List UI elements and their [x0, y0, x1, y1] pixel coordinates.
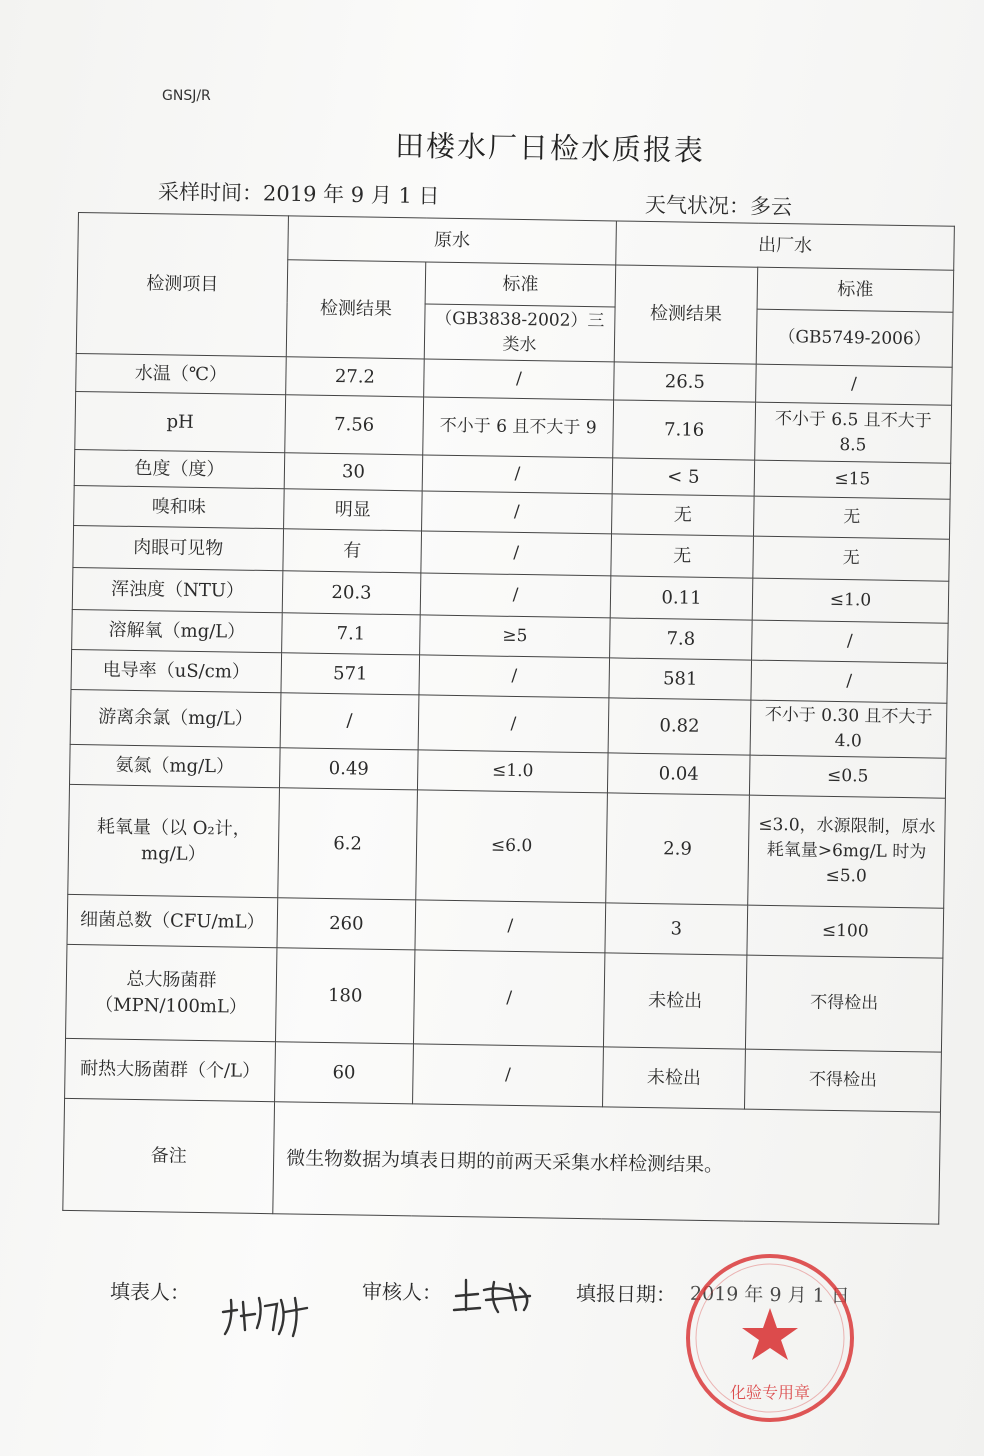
- row-raw-result: 27.2: [286, 357, 425, 397]
- row-plant-standard: /: [756, 364, 953, 405]
- row-raw-standard: /: [415, 900, 606, 953]
- row-item: 电导率（uS/cm）: [71, 649, 282, 692]
- row-item: 耗氧量（以 O₂计，mg/L）: [68, 784, 280, 897]
- row-item: pH: [75, 391, 286, 452]
- document-code: GNSJ/R: [162, 88, 211, 104]
- row-plant-result: 2.9: [606, 793, 750, 905]
- row-raw-standard: ≤1.0: [417, 750, 608, 793]
- row-raw-result: 0.49: [279, 748, 418, 790]
- row-item: 嗅和味: [74, 485, 285, 528]
- row-raw-result: 30: [284, 453, 423, 491]
- row-plant-result: 7.8: [610, 618, 753, 660]
- row-item: 总大肠菌群（MPN/100mL）: [66, 944, 277, 1041]
- row-item: 溶解氧（mg/L）: [72, 609, 283, 652]
- sample-time: 采样时间：2019 年 9 月 1 日: [157, 179, 440, 209]
- report-date-value: 2019 年 9 月 1 日: [689, 1282, 850, 1308]
- row-plant-result: 7.16: [613, 400, 756, 460]
- row-plant-standard: ≤1.0: [752, 578, 949, 623]
- row-raw-result: 20.3: [282, 571, 421, 615]
- remark-label: 备注: [63, 1098, 275, 1213]
- row-plant-standard: ≤15: [754, 460, 951, 499]
- header-plant-standard: 标准: [757, 267, 954, 312]
- row-raw-standard: ≤6.0: [416, 790, 608, 903]
- reviewer-signature: [450, 1270, 540, 1318]
- remark-row: [63, 1098, 941, 1224]
- row-item: 色度（度）: [74, 449, 285, 488]
- row-plant-standard: ≤0.5: [749, 755, 946, 798]
- row-plant-result: 无: [611, 534, 754, 578]
- row-raw-result: 7.56: [285, 395, 424, 455]
- row-raw-standard: /: [419, 655, 610, 698]
- row-plant-result: < 5: [612, 458, 755, 496]
- row-plant-standard: 不小于 0.30 且不大于 4.0: [750, 700, 947, 758]
- row-item: 浑浊度（NTU）: [72, 567, 283, 612]
- row-raw-standard: /: [413, 1044, 604, 1107]
- row-raw-standard: /: [421, 531, 612, 576]
- report-date-label: 填报日期：: [575, 1281, 677, 1307]
- row-raw-result: 6.2: [278, 788, 418, 900]
- row-plant-result: 无: [612, 494, 755, 536]
- row-raw-standard: /: [422, 491, 613, 534]
- row-raw-result: /: [280, 693, 419, 750]
- row-raw-result: 571: [281, 653, 420, 695]
- row-plant-standard: 不得检出: [745, 955, 942, 1052]
- row-plant-standard: /: [751, 660, 948, 703]
- row-item: 水温（℃）: [76, 353, 287, 394]
- row-raw-result: 明显: [284, 489, 423, 531]
- row-plant-standard: 不得检出: [744, 1049, 941, 1112]
- row-item: 耐热大肠菌群（个/L）: [65, 1038, 276, 1101]
- row-plant-result: 581: [609, 658, 752, 700]
- water-quality-table: [62, 212, 955, 1225]
- weather-status: 天气状况：多云: [644, 192, 793, 220]
- row-raw-standard: /: [420, 573, 611, 618]
- reviewer-label: 审核人：: [361, 1279, 443, 1305]
- row-plant-standard: ≤100: [747, 905, 944, 958]
- row-raw-standard: 不小于 6 且不大于 9: [423, 397, 614, 458]
- header-raw-standard-ref: （GB3838-2002）三类水: [424, 304, 615, 362]
- row-raw-result: 7.1: [282, 613, 421, 655]
- row-item: 细菌总数（CFU/mL）: [67, 894, 278, 947]
- row-raw-result: 180: [275, 948, 414, 1044]
- row-plant-standard: ≤3.0，水源限制，原水耗氧量>6mg/L 时为≤5.0: [748, 795, 946, 908]
- header-raw-result: 检测结果: [286, 260, 426, 359]
- row-plant-standard: 无: [753, 496, 950, 539]
- remark-text: 微生物数据为填表日期的前两天采集水样检测结果。: [273, 1102, 941, 1224]
- row-raw-standard: ≥5: [420, 615, 611, 658]
- header-plant-water: 出厂水: [616, 221, 955, 270]
- row-plant-result: 26.5: [614, 362, 757, 402]
- row-plant-standard: 不小于 6.5 且不大于 8.5: [755, 402, 952, 463]
- row-raw-standard: /: [413, 950, 604, 1047]
- seal-label: 化验专用章: [729, 1383, 811, 1402]
- table-row: [66, 944, 943, 1052]
- header-plant-standard-ref: （GB5749-2006）: [756, 309, 953, 367]
- row-raw-result: 有: [283, 529, 422, 573]
- row-raw-result: 260: [277, 898, 416, 950]
- quality-table-wrap: [62, 212, 954, 1225]
- header-raw-water: 原水: [288, 216, 617, 265]
- page-title: 田楼水厂日检水质报表: [394, 128, 706, 168]
- official-seal-icon: [680, 1248, 860, 1428]
- row-plant-result: 未检出: [603, 953, 746, 1049]
- row-plant-standard: /: [752, 620, 949, 663]
- row-item: 氨氮（mg/L）: [70, 744, 281, 787]
- header-raw-standard: 标准: [425, 262, 616, 307]
- row-plant-standard: 无: [753, 536, 950, 581]
- row-raw-standard: /: [422, 455, 613, 494]
- filler-signature: [215, 1282, 315, 1342]
- header-item: 检测项目: [76, 213, 288, 357]
- table-row: [68, 784, 946, 908]
- row-raw-standard: /: [424, 359, 615, 400]
- row-plant-result: 0.82: [608, 698, 751, 755]
- row-item: 肉眼可见物: [73, 525, 284, 570]
- row-plant-result: 0.04: [607, 753, 750, 795]
- row-plant-result: 3: [605, 903, 748, 955]
- header-plant-result: 检测结果: [614, 265, 758, 364]
- row-plant-result: 未检出: [603, 1047, 746, 1109]
- row-plant-result: 0.11: [610, 576, 753, 620]
- row-raw-result: 60: [275, 1042, 414, 1104]
- filler-label: 填表人：: [109, 1279, 191, 1305]
- row-raw-standard: /: [418, 695, 609, 753]
- row-item: 游离余氯（mg/L）: [70, 689, 281, 747]
